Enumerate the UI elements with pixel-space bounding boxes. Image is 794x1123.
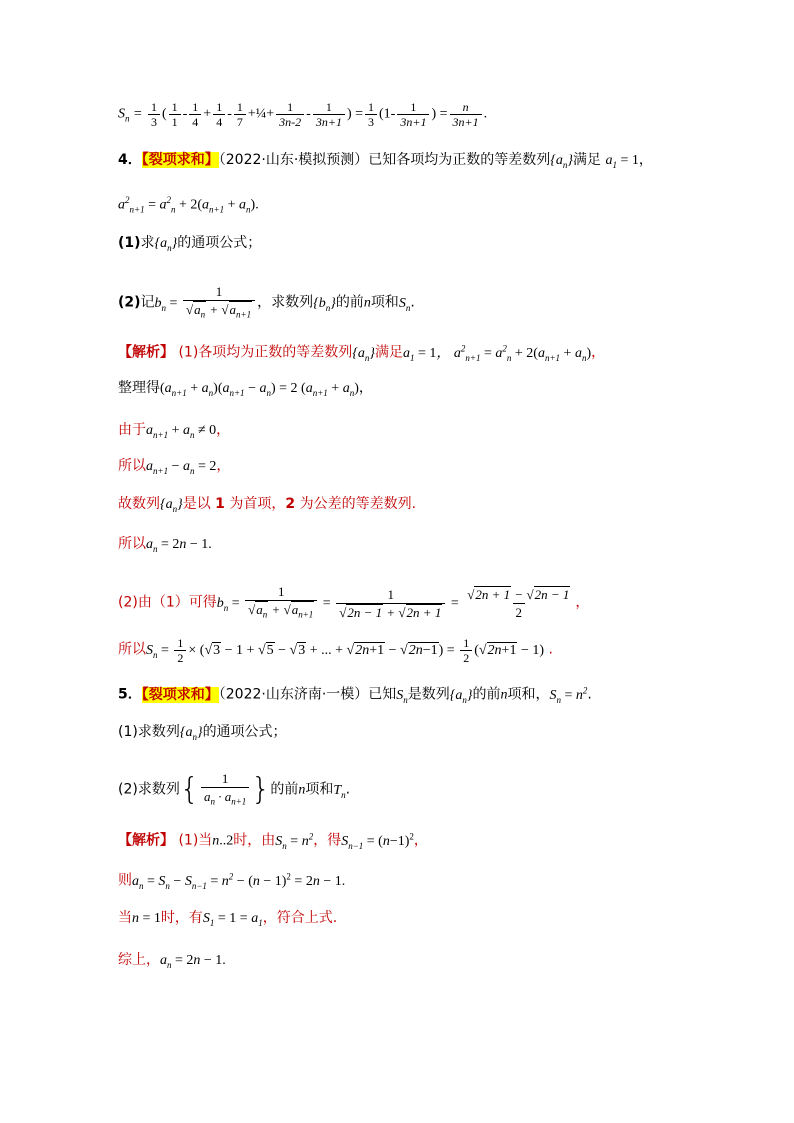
problem-5-question-1: (1)求数列$\{a_n\}$的通项公式；	[118, 724, 287, 742]
solution-label: 【解析】	[118, 832, 174, 849]
recurrence-formula: $a^2_{n+1} = a^2_n + 2(a_{n+1} + a_n)$.	[118, 195, 259, 215]
solution-4-line-7: (2)由（1）可得$b_n$ = $\frac{1}{√a_n + √a_{n+1}}$ = $\frac{1}{√2n - 1 + √2n + 1}$ = $\frac{√2n + 1 - √2n - 1}{2}$ ，	[118, 583, 589, 624]
question-1: (1)求$\{a_n\}$的通项公式；	[118, 235, 262, 253]
question-2: (2)记$b_n$ = $\frac{1}{√a_n + √a_{n+1}}$ ，求数列$\{b_n\}$的前n项和$S_n$.	[118, 283, 415, 324]
topic-tag: 【裂项求和】	[141, 686, 219, 703]
solution-5-line-2: 则$a_n = S_n - S_{n-1} = n^2 - (n - 1)^2 = 2n - 1$.	[118, 871, 346, 891]
topic-tag: 【裂项求和】	[141, 152, 219, 168]
solution-4-line-5: 故数列$\{a_n\}$是以 1 为首项，2 为公差的等差数列.	[118, 496, 417, 514]
problem-number: 5．	[118, 686, 142, 703]
solution-4-line-2: 整理得$(a_{n+1} + a_n)(a_{n+1} - a_n) = 2$ $(a_{n+1} + a_n)$，	[118, 380, 373, 398]
problem-source: （2022·山东·模拟预测）已知各项均为正数的等差数列	[218, 152, 551, 168]
top-formula: $S_n$ = $\frac{1}{3}$ ( $\frac{1}{1}$ - $\frac{1}{4}$ + $\frac{1}{4}$ - $\frac{1}{7}$ +¼+ $\frac{1}{3n-2}$ - $\frac{1}{3n+1}$ ) = $\frac{1}{3}$ (1- $\frac{1}{3n+1}$ ) = $\frac{n}{3n+1}$ .	[118, 100, 488, 129]
problem-number: 4．	[118, 152, 142, 168]
solution-5-line-1: 【解析】 (1)当n..2时，由$S_n = n^2$，得$S_{n-1} = (n-1)^2$，	[118, 831, 428, 851]
solution-4-line-1: 【解析】 (1)各项均为正数的等差数列$\{a_n\}$满足$a_1 = 1$， $a^2_{n+1} = a^2_n + 2(a_{n+1} + a_n)$，	[118, 343, 606, 363]
problem-4-header: 4．【裂项求和】（2022·山东·模拟预测）已知各项均为正数的等差数列$\{a_n\}$满足 $a_1 = 1$，	[118, 152, 653, 170]
problem-5-question-2: (2)求数列{ $\frac{1}{a_n \cdot a_{n+1}}$ }的前n项和$T_n$.	[118, 770, 350, 811]
solution-5-line-4: 综上，$a_n = 2n - 1$.	[118, 952, 226, 970]
solution-4-line-8: 所以$S_n$ = $\frac{1}{2}$ × (√3 − 1 + √5 − √3 + ... + √2n+1 − √2n−1) = $\frac{1}{2}$ (√2n+1 − 1) .	[118, 636, 553, 665]
solution-4-line-6: 所以$a_n = 2n - 1$.	[118, 536, 212, 554]
problem-5-header: 5．【裂项求和】（2022·山东济南·一模）已知$S_n$是数列$\{a_n\}$的前n项和，$S_n = n^2$.	[118, 685, 592, 705]
solution-5-line-3: 当n = 1时，有$S_1 = 1 = a_1$，符合上式.	[118, 910, 338, 928]
solution-label: 【解析】	[118, 344, 174, 361]
solution-4-line-3: 由于$a_{n+1} + a_n \ne 0$，	[118, 422, 231, 440]
solution-4-line-4: 所以$a_{n+1} - a_n = 2$，	[118, 458, 231, 476]
